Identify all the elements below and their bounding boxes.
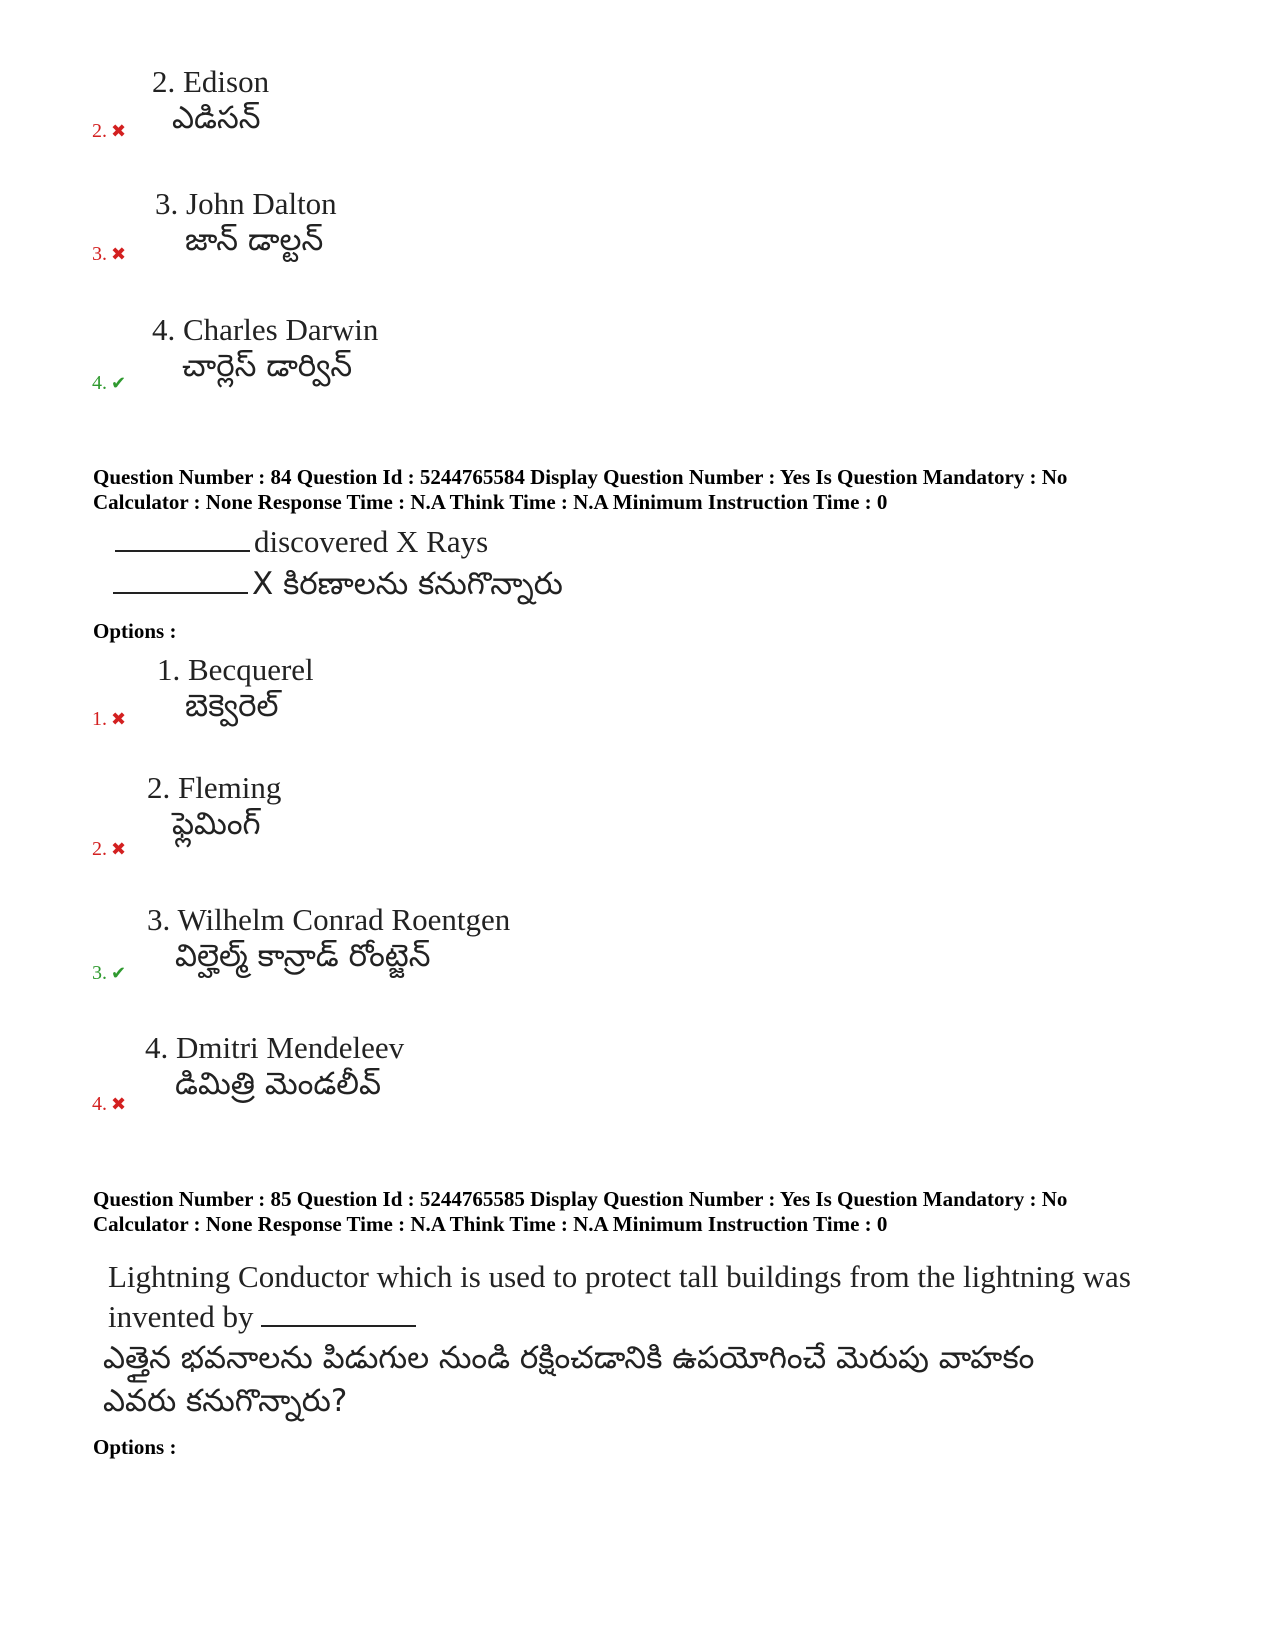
option-item[interactable] xyxy=(0,60,1275,170)
question-text-te xyxy=(113,566,563,609)
answer-blank xyxy=(115,526,250,552)
option-item[interactable] xyxy=(0,310,1275,420)
options-label: Options : xyxy=(93,1435,177,1459)
question-meta-line2: Calculator : None Response Time : N.A Think Time : N.A Minimum Instruction Time : 0 xyxy=(93,490,888,514)
question-text-en-content: discovered X Rays xyxy=(254,524,489,559)
option-number xyxy=(92,1093,126,1116)
option-number xyxy=(92,243,126,266)
option-index: 3. xyxy=(92,962,107,984)
question-meta-line2: Calculator : None Response Time : N.A Think Time : N.A Minimum Instruction Time : 0 xyxy=(93,1212,888,1236)
check-icon: ✔ xyxy=(111,373,127,394)
option-number xyxy=(92,372,126,395)
question-text-te-line1: ఎత్తైన భవనాలను పిడుగుల నుండి రక్షించడానికి ఉపయోగించే మెరుపు వాహకం xyxy=(103,1340,1035,1376)
option-text-en: 1. Becquerel xyxy=(157,652,314,687)
wrong-icon: ✖ xyxy=(111,244,127,265)
question-text-te-line2: ఎవరు కనుగొన్నారు? xyxy=(103,1383,348,1419)
option-text-te: డిమిత్రి మెండలీవ్ xyxy=(175,1066,382,1102)
question-text-en xyxy=(115,524,488,560)
question-text-en-line1: Lightning Conductor which is used to protect tall buildings from the lightning was xyxy=(108,1259,1131,1294)
option-text-te: విల్హెల్మ్ కాన్రాడ్ రోంట్జెన్ xyxy=(175,938,431,974)
option-text-en: 2. Fleming xyxy=(147,770,282,805)
option-number xyxy=(92,708,126,731)
option-text-te: జాన్ డాల్టన్ xyxy=(185,222,324,258)
option-index: 3. xyxy=(92,243,107,265)
option-item[interactable] xyxy=(0,1028,1275,1138)
wrong-icon: ✖ xyxy=(111,839,127,860)
option-text-te: బెక్వెరెల్ xyxy=(185,688,279,724)
options-label: Options : xyxy=(93,619,177,643)
option-text-te: ఫ్లెమింగ్ xyxy=(172,806,261,842)
option-text-en: 4. Charles Darwin xyxy=(152,312,379,347)
wrong-icon: ✖ xyxy=(111,709,127,730)
option-index: 4. xyxy=(92,1093,107,1115)
question-text-en-line2 xyxy=(108,1299,420,1335)
option-index: 1. xyxy=(92,708,107,730)
question-text-en-line2-content: invented by xyxy=(108,1299,254,1334)
question-meta-line1: Question Number : 85 Question Id : 5244765585 Display Question Number : Yes Is Question Mandatory : No xyxy=(93,1187,1068,1211)
wrong-icon: ✖ xyxy=(111,1094,127,1115)
option-item[interactable] xyxy=(0,650,1275,760)
option-index: 2. xyxy=(92,838,107,860)
option-text-en: 2. Edison xyxy=(152,64,270,99)
option-number xyxy=(92,120,126,143)
option-text-en: 4. Dmitri Mendeleev xyxy=(145,1030,405,1065)
answer-blank xyxy=(113,568,248,594)
check-icon: ✔ xyxy=(111,963,127,984)
answer-blank xyxy=(261,1301,416,1327)
option-index: 2. xyxy=(92,120,107,142)
question-meta xyxy=(93,465,1213,515)
question-meta xyxy=(93,1187,1213,1237)
option-text-te: చార్లెస్ డార్విన్ xyxy=(182,348,353,384)
option-number xyxy=(92,962,126,985)
option-text-en: 3. Wilhelm Conrad Roentgen xyxy=(147,902,511,937)
option-number xyxy=(92,838,126,861)
option-item[interactable] xyxy=(0,768,1275,878)
question-meta-line1: Question Number : 84 Question Id : 5244765584 Display Question Number : Yes Is Question Mandatory : No xyxy=(93,465,1068,489)
question-text-te-content: X కిరణాలను కనుగొన్నారు xyxy=(252,566,563,602)
option-item[interactable] xyxy=(0,184,1275,294)
option-text-te: ఎడిసన్ xyxy=(172,100,261,136)
option-text-en: 3. John Dalton xyxy=(155,186,337,221)
option-item[interactable] xyxy=(0,900,1275,1010)
option-index: 4. xyxy=(92,372,107,394)
wrong-icon: ✖ xyxy=(111,121,127,142)
